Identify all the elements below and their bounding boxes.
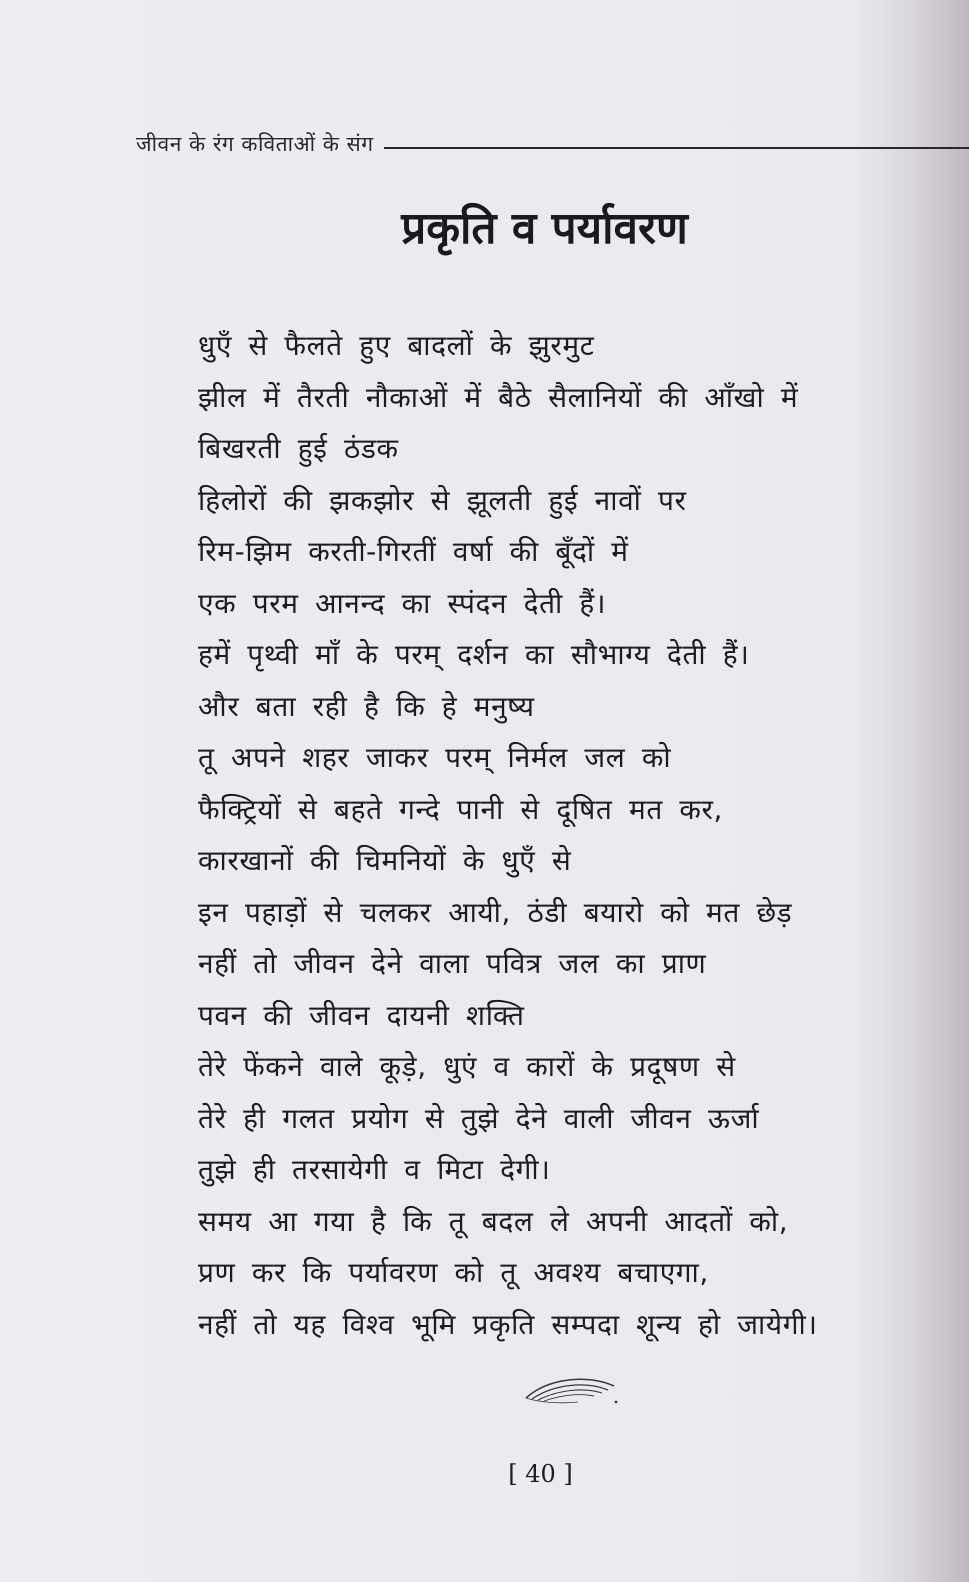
poem-line: तुझे ही तरसायेगी व मिटा देगी।: [198, 1153, 551, 1186]
poem-line: पवन की जीवन दायनी शक्ति: [198, 998, 525, 1032]
poem-line: हिलोरों की झकझोर से झूलती हुई नावों पर: [198, 483, 687, 517]
poem-line: तू अपने शहर जाकर परम् निर्मल जल को: [198, 741, 672, 774]
poem-body: [198, 320, 958, 1350]
poem-line: फैक्ट्रियों से बहते गन्दे पानी से दूषित मत कर,: [198, 792, 724, 826]
poem-line: प्रण कर कि पर्यावरण को तू अवश्य बचाएगा,: [198, 1256, 709, 1289]
poem-line: धुएँ से फैलते हुए बादलों के झुरमुट: [198, 329, 595, 362]
poem-line: इन पहाड़ों से चलकर आयी, ठंडी बयारो को मत छेड़: [198, 895, 793, 929]
poem-line: और बता रही है कि हे मनुष्य: [198, 689, 535, 723]
poem-title: प्रकृति व पर्यावरण: [401, 203, 688, 254]
poem-line: झील में तैरती नौकाओं में बैठे सैलानियों की आँखो में: [198, 380, 799, 414]
poem-line: तेरे ही गलत प्रयोग से तुझे देने वाली जीवन ऊर्जा: [198, 1101, 760, 1135]
poem-line: बिखरती हुई ठंडक: [198, 432, 399, 465]
poem-line: नहीं तो जीवन देने वाला पवित्र जल का प्राण: [198, 947, 707, 980]
page-number: [ 40 ]: [508, 1460, 573, 1488]
header-rule: [384, 147, 969, 149]
poem-line: तेरे फेंकने वाले कूड़े, धुएं व कारों के प्रदूषण से: [198, 1050, 736, 1083]
running-header-text: जीवन के रंग कविताओं के संग: [136, 132, 374, 156]
running-header: [136, 118, 969, 158]
feather-flourish-icon: [518, 1372, 628, 1412]
poem-line: एक परम आनन्द का स्पंदन देती हैं।: [198, 586, 607, 620]
poem-line: नहीं तो यह विश्व भूमि प्रकृति सम्पदा शून्य हो जायेगी।: [198, 1307, 818, 1341]
poem-line: समय आ गया है कि तू बदल ले अपनी आदतों को,: [198, 1204, 789, 1238]
poem-line: हमें पृथ्वी माँ के परम् दर्शन का सौभाग्य देती हैं।: [198, 638, 750, 671]
poem-line: कारखानों की चिमनियों के धुएँ से: [198, 844, 572, 877]
poem-line: रिम-झिम करती-गिरतीं वर्षा की बूँदों में: [198, 535, 629, 568]
